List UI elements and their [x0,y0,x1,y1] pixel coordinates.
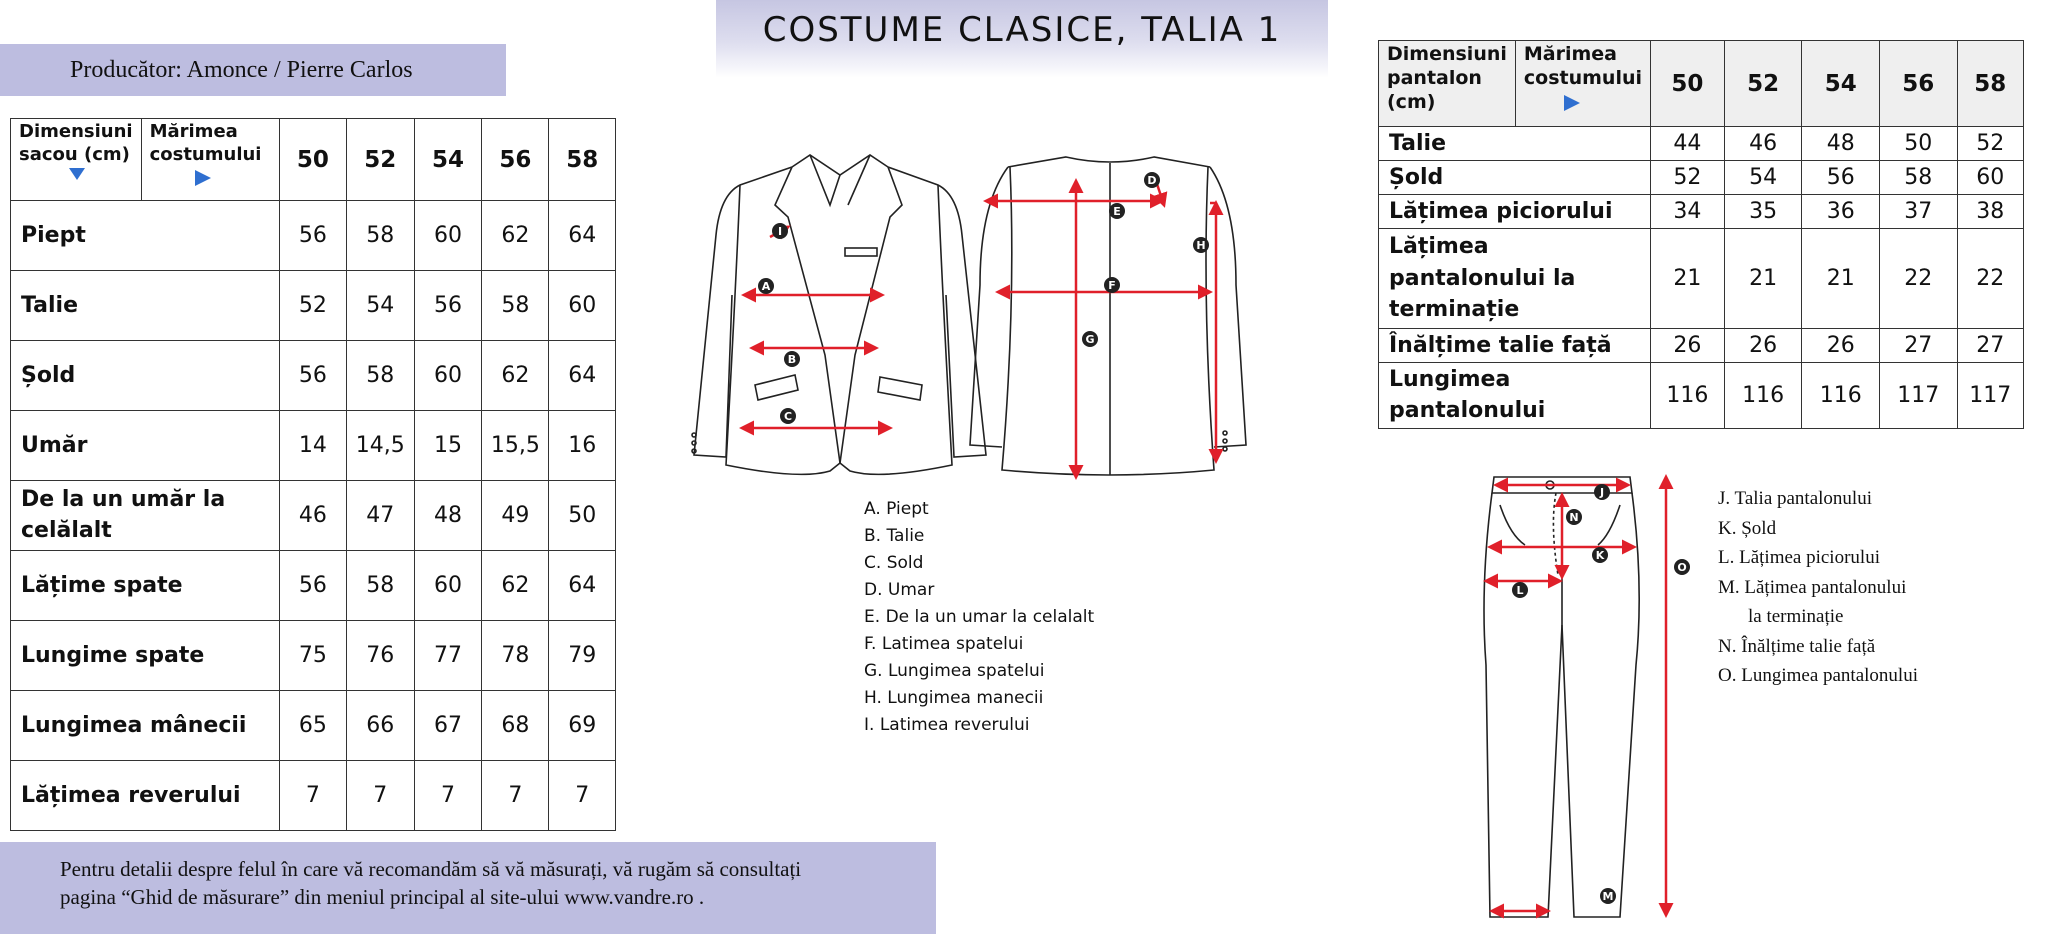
jacket-back-icon [970,157,1246,475]
table-row [1379,161,2024,195]
marker-c-icon [780,408,796,424]
legend-item: B. Talie [864,526,925,546]
marker-g-icon [1082,331,1098,347]
cell: 116 [1724,363,1802,429]
cell: 65 [280,691,346,761]
trousers-diagram [1470,465,1710,925]
row-label: Talie [11,271,280,341]
cell: 64 [549,551,616,621]
size-col: 56 [482,119,549,201]
cell: 62 [482,551,549,621]
cell: 68 [482,691,549,761]
marker-i-icon [772,223,788,239]
marker-e-icon [1109,203,1125,219]
jacket-diagram [680,145,1260,495]
table-row [1379,229,2024,329]
jacket-size-header [141,119,280,201]
marker-f-icon [1104,277,1120,293]
table-row [11,271,616,341]
cell: 36 [1802,195,1880,229]
note-line: Pentru detalii despre felul în care vă recomandăm să vă măsurați, vă rugăm să consultați [60,857,802,881]
table-header-row [1379,41,2024,127]
marker-d-icon [1144,172,1160,188]
trousers-size-header [1515,41,1650,127]
table-row [11,761,616,831]
legend-item: D. Umar [864,580,935,600]
marker-a-icon [758,278,774,294]
legend-item: E. De la un umar la celalalt [864,607,1095,627]
header-text: Mărimea costumului [149,121,262,165]
cell: 38 [1957,195,2023,229]
marker-n-icon [1566,509,1582,525]
marker-b-icon [784,351,800,367]
cell: 56 [414,271,481,341]
cell: 60 [414,341,481,411]
cell: 15 [414,411,481,481]
cell: 14,5 [346,411,414,481]
cell: 46 [1724,127,1802,161]
svg-text:O: O [1677,561,1687,574]
row-label: Piept [11,201,280,271]
legend-item: H. Lungimea manecii [864,688,1044,708]
svg-text:I: I [777,225,783,238]
cell: 15,5 [482,411,549,481]
producer-label: Producător: Amonce / Pierre Carlos [0,44,506,96]
jacket-size-table [10,118,616,831]
table-row [11,551,616,621]
svg-text:D: D [1147,174,1157,187]
arrow-right-icon [195,170,211,186]
cell: 56 [280,201,346,271]
svg-text:K: K [1595,549,1605,562]
cell: 22 [1957,229,2023,329]
legend-item: M. Lățimea pantalonului [1718,576,1907,598]
measurement-note [0,842,936,934]
cell: 37 [1880,195,1958,229]
cell: 21 [1724,229,1802,329]
marker-j-icon [1594,484,1610,500]
marker-l-icon [1512,582,1528,598]
jacket-legend [864,496,1094,739]
cell: 27 [1880,329,1958,363]
svg-text:J: J [1599,486,1605,499]
arrow-right-icon [1564,95,1580,111]
row-label: Lățimea piciorului [1379,195,1651,229]
header-text: Dimensiuni sacou (cm) [19,121,133,165]
cell: 75 [280,621,346,691]
row-label: Lățime spate [11,551,280,621]
cell: 56 [1802,161,1880,195]
cell: 69 [549,691,616,761]
cell: 58 [346,551,414,621]
svg-text:G: G [1085,333,1095,346]
cell: 48 [1802,127,1880,161]
cell: 50 [1880,127,1958,161]
cell: 7 [280,761,346,831]
cell: 52 [1651,161,1725,195]
cell: 76 [346,621,414,691]
table-row [1379,363,2024,429]
marker-o-icon [1674,559,1690,575]
cell: 67 [414,691,481,761]
row-label: Șold [11,341,280,411]
cell: 62 [482,341,549,411]
svg-text:C: C [783,410,793,423]
cell: 60 [414,201,481,271]
cell: 60 [549,271,616,341]
cell: 77 [414,621,481,691]
size-col: 50 [280,119,346,201]
cell: 7 [482,761,549,831]
cell: 64 [549,341,616,411]
size-col: 56 [1880,41,1958,127]
size-col: 54 [1802,41,1880,127]
cell: 47 [346,481,414,551]
cell: 49 [482,481,549,551]
legend-item: I. Latimea reverului [864,715,1030,735]
header-text: Mărimea costumului [1523,43,1643,89]
size-col: 54 [414,119,481,201]
cell: 116 [1651,363,1725,429]
svg-text:E: E [1113,205,1121,218]
cell: 60 [1957,161,2023,195]
svg-text:L: L [1516,584,1524,597]
cell: 34 [1651,195,1725,229]
cell: 62 [482,201,549,271]
cell: 44 [1651,127,1725,161]
legend-item: L. Lățimea piciorului [1718,547,1880,568]
legend-item: A. Piept [864,499,929,519]
row-label: Lungime spate [11,621,280,691]
cell: 79 [549,621,616,691]
cell: 58 [346,201,414,271]
legend-item: N. Înălțime talie față [1718,635,1876,657]
cell: 116 [1802,363,1880,429]
cell: 26 [1724,329,1802,363]
table-row [11,691,616,761]
cell: 14 [280,411,346,481]
table-row [11,201,616,271]
row-label: Lungimea pantalonului [1379,363,1651,429]
cell: 7 [346,761,414,831]
table-row [1379,127,2024,161]
row-label: Lățimea reverului [11,761,280,831]
jacket-dims-header [11,119,142,201]
table-row [1379,195,2024,229]
svg-text:N: N [1569,511,1579,524]
cell: 16 [549,411,616,481]
table-row [11,481,616,551]
arrow-down-icon [69,168,85,180]
title-banner [716,0,1328,78]
row-label: Lungimea mânecii [11,691,280,761]
cell: 54 [346,271,414,341]
row-label: Lățimea pantalonului la terminație [1379,229,1651,329]
table-row [1379,329,2024,363]
marker-h-icon [1193,237,1209,253]
size-col: 50 [1651,41,1725,127]
note-line: pagina “Ghid de măsurare” din meniul principal al site-ului www.vandre.ro . [60,885,705,909]
cell: 7 [414,761,481,831]
marker-m-icon [1600,888,1616,904]
legend-item: K. Șold [1718,517,1777,539]
cell: 58 [1880,161,1958,195]
svg-text:B: B [787,353,797,366]
cell: 58 [482,271,549,341]
cell: 52 [280,271,346,341]
svg-text:M: M [1602,890,1614,903]
legend-item: O. Lungimea pantalonului [1718,665,1918,686]
row-label: De la un umăr la celălalt [11,481,280,551]
row-label: Înălțime talie față [1379,329,1651,363]
table-header-row [11,119,616,201]
page-title: COSTUME CLASICE, TALIA 1 [762,10,1282,50]
trousers-legend [1718,484,1918,691]
legend-item: la terminație [1748,606,1844,627]
trousers-dims-header [1379,41,1516,127]
cell: 66 [346,691,414,761]
cell: 35 [1724,195,1802,229]
cell: 117 [1957,363,2023,429]
cell: 60 [414,551,481,621]
row-label: Șold [1379,161,1651,195]
table-row [11,621,616,691]
cell: 21 [1651,229,1725,329]
svg-text:H: H [1196,239,1206,252]
table-row [11,341,616,411]
cell: 46 [280,481,346,551]
svg-text:F: F [1108,279,1116,292]
cell: 48 [414,481,481,551]
cell: 21 [1802,229,1880,329]
cell: 27 [1957,329,2023,363]
cell: 117 [1880,363,1958,429]
cell: 7 [549,761,616,831]
cell: 56 [280,551,346,621]
cell: 54 [1724,161,1802,195]
header-text: Dimensiuni pantalon (cm) [1387,43,1507,113]
cell: 22 [1880,229,1958,329]
table-row [11,411,616,481]
jacket-front-icon [692,155,986,474]
row-label: Umăr [11,411,280,481]
cell: 52 [1957,127,2023,161]
svg-text:A: A [761,280,771,293]
size-col: 52 [346,119,414,201]
legend-item: C. Sold [864,553,924,573]
size-col: 52 [1724,41,1802,127]
row-label: Talie [1379,127,1651,161]
legend-item: J. Talia pantalonului [1718,488,1872,509]
cell: 58 [346,341,414,411]
cell: 50 [549,481,616,551]
legend-item: F. Latimea spatelui [864,634,1024,654]
legend-item: G. Lungimea spatelui [864,661,1045,681]
cell: 26 [1651,329,1725,363]
cell: 26 [1802,329,1880,363]
trousers-size-table [1378,40,2024,429]
marker-k-icon [1592,547,1608,563]
cell: 56 [280,341,346,411]
cell: 64 [549,201,616,271]
size-col: 58 [549,119,616,201]
cell: 78 [482,621,549,691]
size-col: 58 [1957,41,2023,127]
